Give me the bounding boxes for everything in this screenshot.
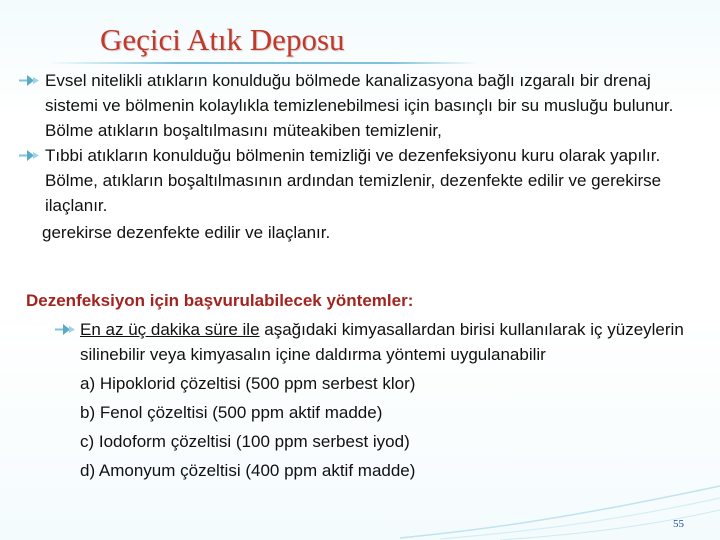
disinfection-section [26, 288, 716, 483]
arrow-bullet-icon [54, 323, 76, 336]
option-b: b) Fenol çözeltisi (500 ppm aktif madde) [80, 403, 383, 422]
intro-rest-text: aşağıdaki kimyasallardan birisi kullanılarak iç yüzeylerin silinebilir veya kimyasalın içine daldırma yöntemi uygulanabilir [80, 320, 684, 364]
slide-title: Geçici Atık Deposu [100, 22, 345, 57]
arrow-bullet-icon [18, 74, 40, 87]
bullet-item-1 [18, 68, 708, 143]
bullet-item-2 [18, 143, 708, 218]
bullet-text-2: Tıbbi atıkların konulduğu bölmenin temizliği ve dezenfeksiyonu kuru olarak yapılır. Bölme, atıkların boşaltılmasının ardından temizlenir, dezenfekte edilir ve gerekirse ilaçlanır. [45, 146, 662, 215]
title-underline [48, 62, 478, 64]
decorative-wave [400, 480, 720, 540]
option-c: c) Iodoform çözeltisi (100 ppm serbest iyod) [80, 432, 410, 451]
page-number: 55 [673, 518, 684, 530]
bullet-text-1: Evsel nitelikli atıkların konulduğu bölmede kanalizasyona bağlı ızgaralı bir drenaj sistemi ve bölmenin kolaylıkla temizlenebilmesi için basınçlı bir su musluğu bulunur. Bölme atıkların boşaltılmasını müteakiben temizlenir, [45, 71, 674, 140]
extra-line: gerekirse dezenfekte edilir ve ilaçlanır. [42, 223, 331, 242]
arrow-bullet-icon [18, 149, 40, 162]
sub-bullet-item [26, 317, 716, 367]
option-a: a) Hipoklorid çözeltisi (500 ppm serbest klor) [80, 374, 416, 393]
body-text [18, 68, 708, 245]
intro-underlined-text: En az üç dakika süre ile [80, 320, 260, 339]
option-d: d) Amonyum çözeltisi (400 ppm aktif madde) [80, 461, 416, 480]
section-heading: Dezenfeksiyon için başvurulabilecek yöntemler: [26, 291, 414, 310]
options-list [26, 371, 716, 483]
title-band [40, 22, 600, 66]
